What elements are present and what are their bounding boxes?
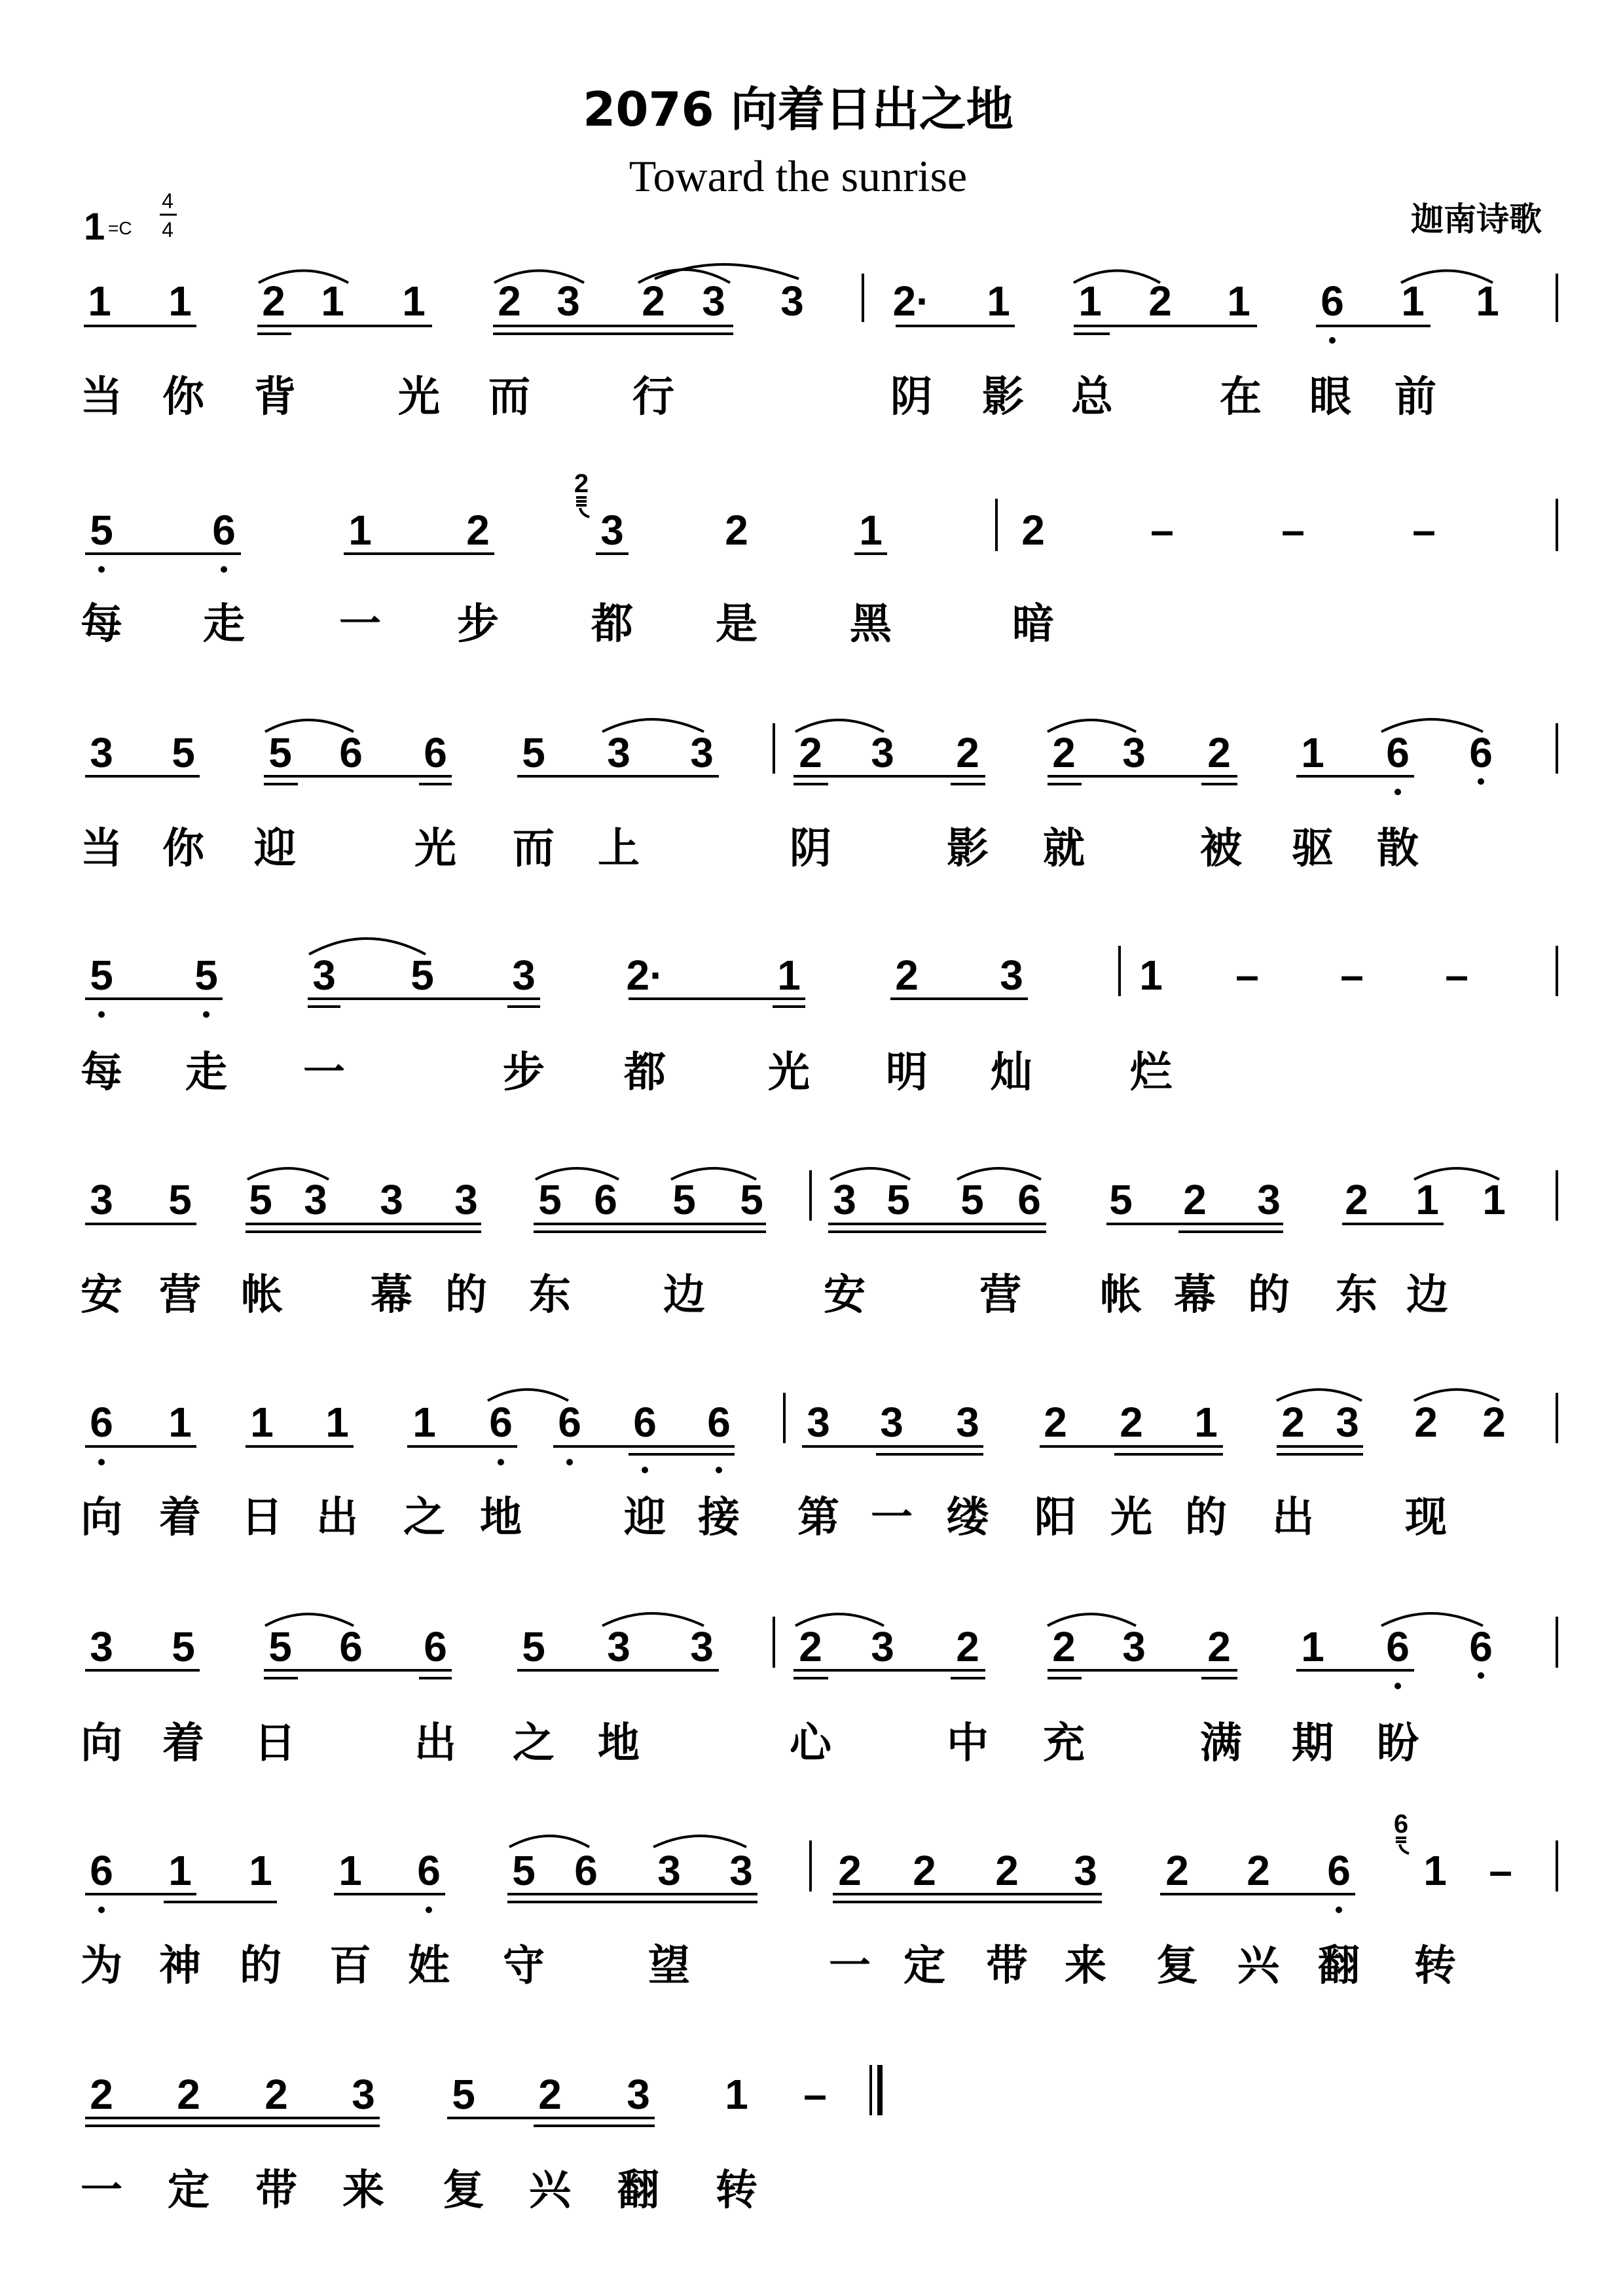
note: 2	[1414, 1399, 1438, 1446]
note: 3	[956, 1399, 979, 1446]
lyric: 行	[632, 373, 674, 422]
note: 2·	[626, 952, 664, 999]
low-octave-dot	[498, 1459, 504, 1465]
staff-line-4	[85, 939, 1557, 1018]
lyric: 之	[513, 1719, 555, 1768]
lyrics-line-6	[81, 1494, 1447, 1542]
lyrics-line-5	[81, 1271, 1448, 1319]
note: 5	[512, 1847, 536, 1894]
lyric: 为	[81, 1942, 122, 1990]
lyric: 带	[986, 1942, 1028, 1990]
note: 3	[90, 729, 113, 776]
staff-line-9	[85, 2065, 880, 2126]
lyric: 营	[159, 1271, 201, 1319]
lyric: 幕	[371, 1271, 412, 1319]
note: 1	[859, 507, 883, 554]
note: 1	[88, 278, 111, 325]
low-octave-dot	[98, 566, 105, 573]
note: 5	[90, 507, 113, 554]
beams	[85, 939, 1028, 1007]
lyric: 明	[886, 1049, 928, 1097]
note: 1	[412, 1399, 436, 1446]
note: 3	[627, 2071, 650, 2118]
lyric: 当	[81, 373, 122, 422]
note: 5	[886, 1176, 910, 1223]
lyric: 前	[1395, 373, 1436, 422]
lyric: 走	[203, 600, 245, 649]
note: 6	[574, 1847, 598, 1894]
note: 2	[1183, 1176, 1207, 1223]
note: 3	[380, 1176, 403, 1223]
low-octave-dot	[1395, 1683, 1401, 1689]
lyric: 一	[339, 600, 381, 649]
note: 5	[452, 2071, 475, 2118]
grace-note: 6	[1393, 1810, 1409, 1839]
beams	[85, 2118, 655, 2126]
lyric: 复	[443, 2166, 484, 2215]
note: 2	[538, 2071, 562, 2118]
note: 3	[880, 1399, 903, 1446]
lyric: 兴	[1237, 1942, 1279, 1990]
note: 3	[780, 278, 804, 325]
note: 5	[194, 952, 218, 999]
lyric: 安	[824, 1271, 866, 1319]
note: 6	[1327, 1847, 1351, 1894]
lyric: 现	[1405, 1494, 1447, 1542]
note: 3	[90, 1623, 113, 1670]
note: 1	[1476, 278, 1499, 325]
note: 1	[338, 1847, 362, 1894]
lyric: 迎	[254, 825, 296, 873]
note: 6	[424, 1623, 447, 1670]
lyric: 光	[1110, 1494, 1152, 1542]
note: 3	[304, 1176, 327, 1223]
lyric: 百	[329, 1942, 371, 1990]
note: 5	[249, 1176, 272, 1223]
note: 5	[538, 1176, 562, 1223]
note: 1	[168, 1847, 192, 1894]
lyric: 来	[342, 2166, 384, 2215]
note: 2	[1021, 507, 1045, 554]
note: –	[1281, 507, 1305, 554]
note: 2	[799, 1623, 822, 1670]
lyric: 转	[716, 2166, 757, 2215]
note: 1	[987, 278, 1010, 325]
note: 3	[871, 729, 894, 776]
lyric: 而	[488, 373, 530, 422]
note: 2	[725, 507, 748, 554]
staff-line-7	[85, 1613, 1557, 1689]
note: –	[803, 2071, 827, 2118]
lyrics-line-8	[81, 1942, 1456, 1990]
note: 2	[262, 278, 285, 325]
note: 1	[250, 1399, 274, 1446]
low-octave-dot	[566, 1459, 573, 1465]
lyric: 背	[254, 373, 296, 422]
lyric: 步	[457, 600, 499, 649]
lyric: 出	[414, 1719, 456, 1768]
note: 3	[690, 729, 714, 776]
lyric: 缕	[947, 1494, 989, 1542]
note: 5	[960, 1176, 984, 1223]
lyric: 东	[1336, 1271, 1377, 1319]
lyric: 的	[445, 1271, 487, 1319]
note: 6	[1469, 1623, 1493, 1670]
note: –	[1489, 1847, 1512, 1894]
note: 2	[1482, 1399, 1506, 1446]
lyric: 每	[81, 1049, 122, 1097]
lyric: 走	[185, 1049, 227, 1097]
lyric: 日	[254, 1719, 296, 1768]
note: 1	[168, 1399, 192, 1446]
lyric: 翻	[617, 2166, 659, 2215]
lyric: 眼	[1309, 373, 1351, 422]
note: 6	[424, 729, 447, 776]
note: 2	[995, 1847, 1019, 1894]
note: 3	[871, 1623, 894, 1670]
note: 3	[607, 729, 630, 776]
note: 6	[212, 507, 236, 554]
note: 2	[838, 1847, 862, 1894]
note: 6	[489, 1399, 513, 1446]
note: 3	[1122, 729, 1146, 776]
note: –	[1150, 507, 1174, 554]
note: 5	[410, 952, 434, 999]
note: 1	[777, 952, 801, 999]
lyric: 光	[414, 825, 456, 873]
note: 2	[1207, 729, 1231, 776]
note: 1	[168, 278, 192, 325]
note: –	[1445, 952, 1468, 999]
note: 2	[90, 2071, 113, 2118]
lyric: 一	[829, 1942, 871, 1990]
lyric: 边	[663, 1271, 705, 1319]
note: 2	[466, 507, 490, 554]
low-octave-dot	[98, 1907, 105, 1913]
low-octave-dot	[716, 1467, 722, 1473]
time-signature-top: 4	[162, 189, 173, 213]
note: 5	[268, 729, 292, 776]
lyric: 阴	[790, 825, 831, 873]
note: –	[1340, 952, 1364, 999]
note: 2	[1281, 1399, 1305, 1446]
staff-line-1	[84, 264, 1557, 344]
lyric: 阴	[890, 373, 932, 422]
note: 3	[729, 1847, 753, 1894]
note: 1	[1415, 1176, 1439, 1223]
note: 5	[1109, 1176, 1133, 1223]
note: 1	[249, 1847, 272, 1894]
lyric: 复	[1156, 1942, 1198, 1990]
lyric: 都	[624, 1049, 666, 1097]
lyric: 心	[790, 1719, 831, 1768]
lyric: 散	[1377, 825, 1419, 873]
lyric: 烂	[1130, 1049, 1172, 1097]
lyric: 的	[1185, 1494, 1227, 1542]
staff-line-3	[85, 719, 1557, 795]
note: 6	[1386, 729, 1410, 776]
note: 2	[177, 2071, 200, 2118]
note: 3	[1257, 1176, 1281, 1223]
note: 6	[1469, 729, 1493, 776]
lyric: 影	[982, 373, 1024, 422]
lyric: 第	[797, 1494, 839, 1542]
note: 6	[707, 1399, 731, 1446]
low-octave-dot	[98, 1459, 105, 1465]
lyric: 当	[81, 825, 122, 873]
lyric: 神	[159, 1942, 201, 1990]
lyric: 东	[529, 1271, 571, 1319]
lyric: 翻	[1318, 1942, 1360, 1990]
lyric: 定	[903, 1942, 945, 1990]
lyric: 满	[1200, 1719, 1242, 1768]
note: 3	[556, 278, 580, 325]
lyric: 光	[768, 1049, 810, 1097]
key-signature-equals: =C	[108, 218, 132, 238]
lyric: 之	[403, 1494, 445, 1542]
lyric: 驱	[1292, 825, 1334, 873]
note: 2	[799, 729, 822, 776]
lyric: 幕	[1174, 1271, 1216, 1319]
note: 2	[1148, 278, 1172, 325]
lyric: 带	[255, 2166, 297, 2215]
lyric: 光	[398, 373, 440, 422]
lyric: 接	[698, 1494, 740, 1542]
staff-line-2	[85, 469, 1557, 573]
lyric: 边	[1406, 1271, 1448, 1319]
note: 1	[1401, 278, 1425, 325]
low-octave-dot	[1395, 789, 1401, 795]
note: 3	[607, 1623, 630, 1670]
note: 2	[956, 729, 979, 776]
note: 2	[642, 278, 665, 325]
note: 3	[657, 1847, 681, 1894]
lyric: 充	[1043, 1719, 1085, 1768]
note: 1	[1482, 1176, 1506, 1223]
note: 2·	[892, 278, 930, 325]
note: 2	[498, 278, 521, 325]
beams	[85, 719, 1483, 784]
lyric: 黑	[850, 600, 892, 649]
note: 2	[1052, 729, 1076, 776]
low-octave-dot	[1478, 1672, 1484, 1679]
lyrics-line-1	[81, 373, 1436, 422]
lyric: 步	[503, 1049, 545, 1097]
note: 2	[913, 1847, 936, 1894]
lyric: 盼	[1377, 1719, 1419, 1768]
note: 6	[339, 1623, 363, 1670]
note: 2	[1120, 1399, 1143, 1446]
lyric: 帐	[1100, 1271, 1142, 1319]
lyrics-line-4	[81, 1049, 1172, 1097]
note: –	[1235, 952, 1259, 999]
lyric: 你	[162, 825, 204, 873]
low-octave-dot	[203, 1011, 210, 1018]
lyric: 出	[1272, 1494, 1314, 1542]
lyric: 是	[716, 600, 757, 649]
note: 1	[1078, 278, 1102, 325]
lyrics-line-2	[81, 600, 1054, 649]
note: 1	[725, 2071, 748, 2118]
note: 5	[172, 729, 195, 776]
lyric: 都	[591, 600, 633, 649]
lyric: 灿	[991, 1049, 1032, 1097]
note: –	[1412, 507, 1436, 554]
lyric: 兴	[529, 2166, 571, 2215]
author-credit: 迦南诗歌	[1411, 200, 1542, 238]
key-signature-number: 1	[84, 206, 105, 248]
lyric: 每	[81, 600, 122, 649]
note: 3	[690, 1623, 714, 1670]
note: 5	[672, 1176, 696, 1223]
lyric: 地	[480, 1494, 522, 1542]
note: 2	[956, 1623, 979, 1670]
note: 5	[172, 1623, 195, 1670]
lyric: 日	[241, 1494, 283, 1542]
note: 3	[702, 278, 725, 325]
note: 3	[90, 1176, 113, 1223]
note: 6	[1321, 278, 1344, 325]
lyric: 安	[81, 1271, 122, 1319]
lyric: 被	[1200, 825, 1242, 873]
note: 1	[1301, 1623, 1324, 1670]
note: 1	[348, 507, 372, 554]
note: 6	[633, 1399, 657, 1446]
lyric: 守	[503, 1942, 545, 1990]
song-subtitle: Toward the sunrise	[629, 151, 968, 201]
note: 5	[740, 1176, 763, 1223]
lyric: 上	[598, 825, 640, 873]
note: 6	[558, 1399, 581, 1446]
note: 1	[325, 1399, 349, 1446]
low-octave-dot	[1336, 1907, 1342, 1913]
lyric: 暗	[1012, 600, 1054, 649]
low-octave-dot	[98, 1011, 105, 1018]
time-signature-bottom: 4	[162, 218, 173, 242]
lyric: 来	[1065, 1942, 1106, 1990]
lyric: 的	[1248, 1271, 1290, 1319]
lyric: 着	[162, 1719, 204, 1768]
lyric: 总	[1071, 373, 1113, 422]
lyric: 定	[168, 2166, 210, 2215]
note: 1	[1194, 1399, 1218, 1446]
note: 3	[352, 2071, 375, 2118]
lyrics-line-7	[81, 1719, 1419, 1768]
note: 2	[1247, 1847, 1270, 1894]
note: 6	[417, 1847, 441, 1894]
note: 3	[1336, 1399, 1359, 1446]
beams	[85, 1613, 1483, 1678]
lyric: 营	[979, 1271, 1021, 1319]
low-octave-dot	[642, 1467, 648, 1473]
lyric: 期	[1292, 1719, 1334, 1768]
staff-line-5	[85, 1168, 1557, 1232]
note: 2	[1207, 1623, 1231, 1670]
lyric: 影	[947, 825, 989, 873]
note: 5	[522, 1623, 545, 1670]
note: 6	[1386, 1623, 1410, 1670]
note: 6	[90, 1399, 113, 1446]
grace-note: 2	[574, 469, 589, 498]
note: 5	[268, 1623, 292, 1670]
note: 3	[1122, 1623, 1146, 1670]
low-octave-dot	[426, 1907, 432, 1913]
note: 6	[339, 729, 363, 776]
lyric: 帐	[241, 1271, 283, 1319]
note: 1	[321, 278, 344, 325]
staff-line-8	[85, 1810, 1557, 1913]
note: 3	[600, 507, 624, 554]
lyric: 阳	[1034, 1494, 1076, 1542]
lyric: 而	[513, 825, 555, 873]
note: 6	[594, 1176, 617, 1223]
note: 2	[1044, 1399, 1067, 1446]
note: 3	[312, 952, 336, 999]
note: 3	[807, 1399, 830, 1446]
lyric: 中	[947, 1719, 989, 1768]
lyric: 向	[81, 1494, 122, 1542]
note: 3	[454, 1176, 478, 1223]
note: 2	[895, 952, 919, 999]
lyric: 转	[1414, 1942, 1456, 1990]
lyric: 望	[648, 1942, 690, 1990]
note: 1	[1423, 1847, 1447, 1894]
note: 1	[1139, 952, 1163, 999]
note: 5	[522, 729, 545, 776]
lyric: 出	[316, 1494, 358, 1542]
note: 1	[1301, 729, 1324, 776]
lyric: 你	[162, 373, 204, 422]
lyric: 迎	[624, 1494, 666, 1542]
lyric: 的	[240, 1942, 282, 1990]
lyrics-line-3	[81, 825, 1419, 873]
song-title: 2076 向着日出之地	[583, 82, 1013, 137]
note: 2	[1052, 1623, 1076, 1670]
note: 5	[168, 1176, 192, 1223]
lyric: 地	[598, 1719, 640, 1768]
lyric: 着	[159, 1494, 201, 1542]
lyric: 在	[1220, 373, 1262, 422]
note: 6	[1017, 1176, 1041, 1223]
low-octave-dot	[221, 566, 227, 573]
note: 5	[90, 952, 113, 999]
lyric: 就	[1043, 825, 1085, 873]
note: 3	[833, 1176, 856, 1223]
note: 2	[1165, 1847, 1189, 1894]
note: 2	[264, 2071, 288, 2118]
beams	[85, 1168, 1499, 1232]
lyrics-line-9	[81, 2166, 757, 2215]
low-octave-dot	[1329, 337, 1336, 344]
staff-line-6	[85, 1390, 1557, 1473]
lyric: 一	[871, 1494, 913, 1542]
note: 3	[1000, 952, 1023, 999]
lyric: 一	[81, 2166, 122, 2215]
note: 3	[1074, 1847, 1097, 1894]
lyric: 姓	[408, 1942, 450, 1990]
note: 1	[1227, 278, 1250, 325]
lyric: 一	[303, 1049, 345, 1097]
note: 1	[402, 278, 426, 325]
lyric: 向	[81, 1719, 122, 1768]
low-octave-dot	[1478, 778, 1484, 785]
note: 2	[1345, 1176, 1368, 1223]
note: 3	[512, 952, 536, 999]
note: 6	[90, 1847, 113, 1894]
